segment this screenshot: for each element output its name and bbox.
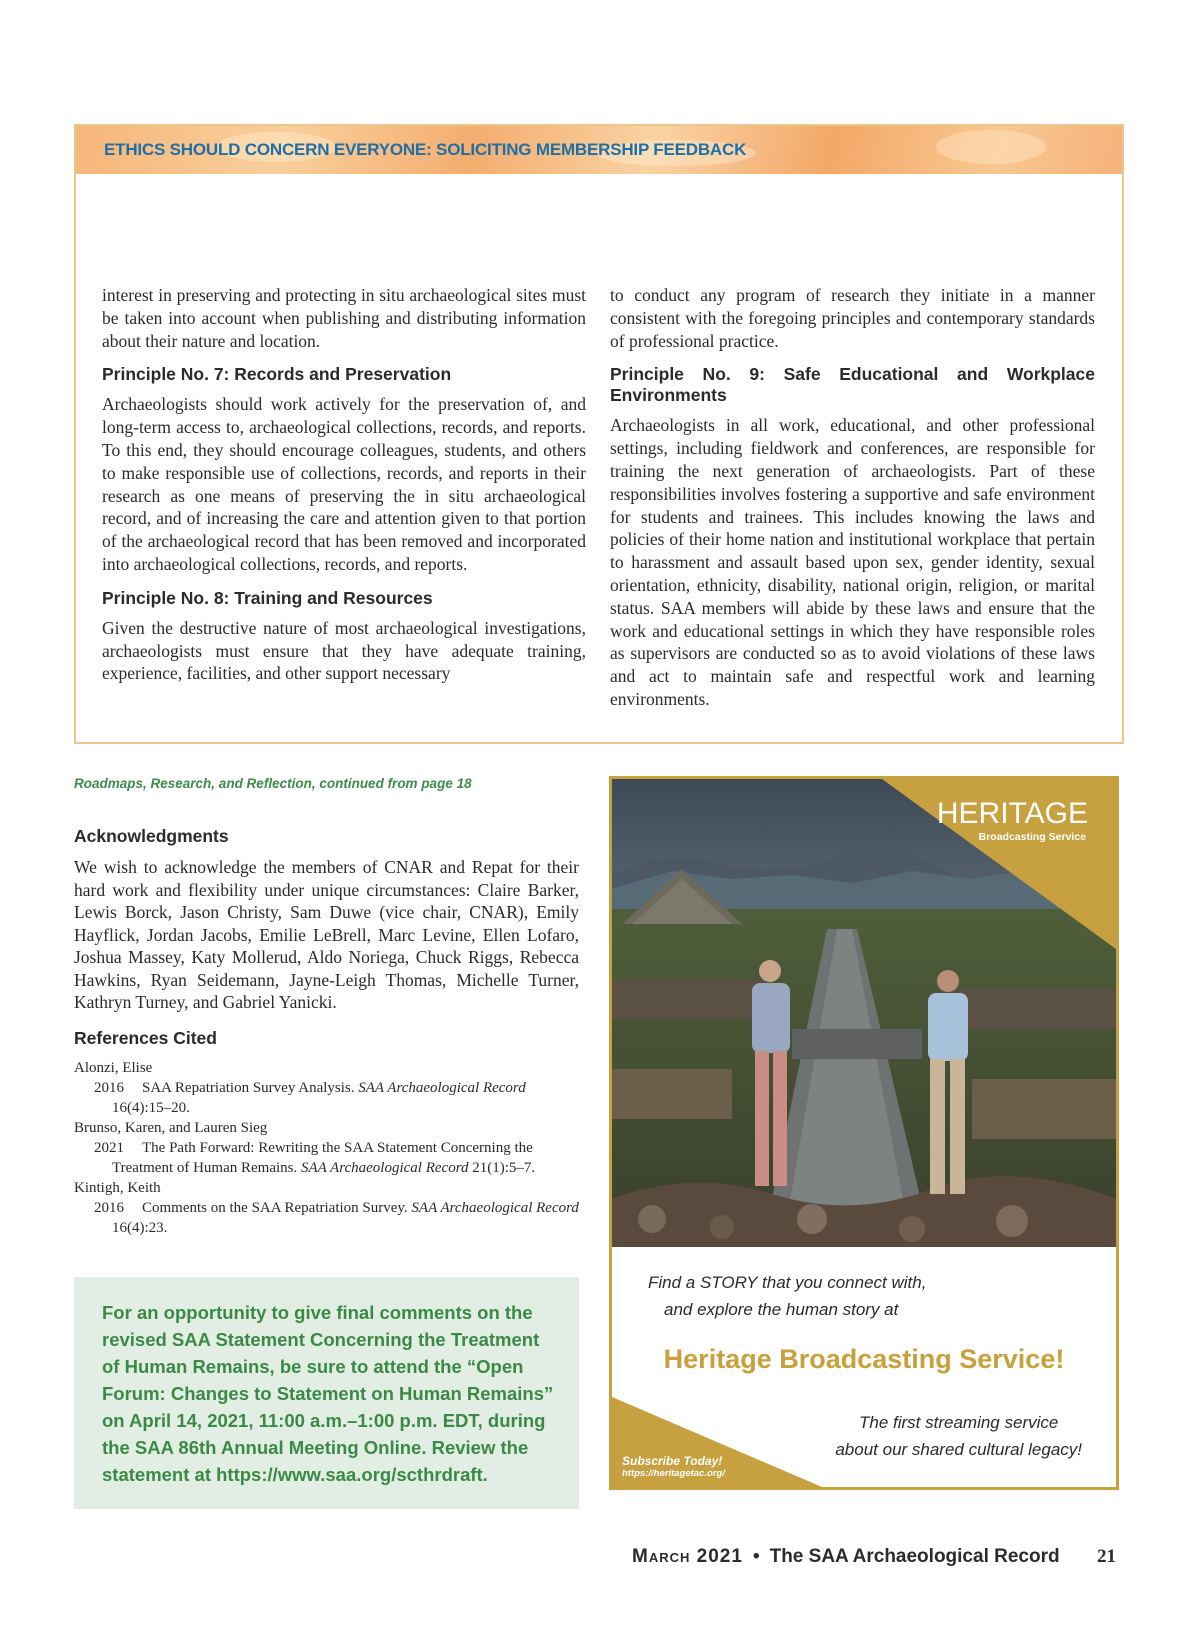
acknowledgments-heading: Acknowledgments (74, 826, 229, 846)
reference-journal: SAA Archaeological Record (358, 1080, 526, 1096)
page-number: 21 (1097, 1546, 1116, 1567)
heritage-logo-title: HERITAGE (936, 797, 1088, 830)
reference-entry (94, 1138, 579, 1178)
ad-tagline-line: and explore the human story at (664, 1300, 899, 1319)
reference-author: Alonzi, Elise (74, 1060, 153, 1076)
ad-brand-name: Heritage Broadcasting Service! (663, 1344, 1065, 1374)
reference-entry (94, 1078, 579, 1118)
acknowledgments-text: We wish to acknowledge the members of CNAR and Repat for their hard work and flexibility under unique circumstances: Claire Barker, Lewis Borck, Jason Christy, Sam Duwe (vice chair, CNAR), Emily Hayflick, Jordan Jacobs, Emilie LeBrell, Marc Levine, Ellen Lofaro, Joshua Massey, Katy Mollerud, Aldo Noriega, Chuck Riggs, Rebecca Hawkins, Ryan Seidemann, Jayne-Leigh Thomas, Michelle Turner, Kathryn Turney, and Gabriel Yanicki. (74, 857, 579, 1012)
open-forum-callout (74, 1277, 579, 1509)
reference-author: Brunso, Karen, and Lauren Sieg (74, 1120, 268, 1136)
reference-entry (94, 1198, 579, 1238)
principle-8-text: Given the destructive nature of most archaeological investigations, archaeologists must ensure that they have adequate training, experience, facilities, and other support necessary (102, 617, 586, 684)
reference-year: 2016 (94, 1080, 124, 1096)
open-forum-text: For an opportunity to give final comments on the revised SAA Statement Concerning the Treatment of Human Remains, be sure to attend the “Open Forum: Changes to Statement on Human Remains” on April 14, 2021, 11:00 a.m.–1:00 p.m. EDT, during the SAA 86th Annual Meeting Online. Review the statement at https://www.saa.org/scthrdraft. (102, 1302, 554, 1485)
ad-tagline-line: Find a STORY that you connect with, (648, 1273, 927, 1292)
references-list (74, 1058, 579, 1238)
ad-tagline-line: about our shared cultural legacy! (835, 1440, 1082, 1459)
reference-citation: 16(4):23. (112, 1220, 168, 1236)
right-intro-paragraph: to conduct any program of research they initiate in a manner consistent with the foregoing principles and contemporary standards of professional practice. (610, 285, 1095, 351)
reference-item (74, 1118, 579, 1178)
heritage-logo-subtitle: Broadcasting Service (978, 831, 1086, 843)
reference-title: The Path Forward: Rewriting the SAA Statement Concerning the Treatment of Human Remains. (112, 1140, 533, 1176)
reference-item (74, 1058, 579, 1118)
ethics-right-column (610, 284, 1095, 711)
footer-publication: The SAA Archaeological Record (769, 1546, 1060, 1567)
principle-7-text: Archaeologists should work actively for the preservation of, and long-term access to, archaeological collections, records, and reports. To this end, they should encourage colleagues, students, and others to make responsible use of collections, records, and reports in their research as one means of preserving the in situ archaeological record, and of increasing the care and attention given to that portion of the archaeological record that has been removed and incorporated into archaeological collections, records, and reports. (102, 394, 586, 574)
reference-year: 2016 (94, 1200, 124, 1216)
reference-citation: 21(1):5–7. (472, 1160, 536, 1176)
ad-tagline-top (648, 1269, 926, 1323)
continued-from-note: Roadmaps, Research, and Reflection, continued from page 18 (74, 776, 472, 791)
heritage-url-link[interactable]: https://heritagetac.org/ (622, 1468, 725, 1479)
reference-title: Comments on the SAA Repatriation Survey. (142, 1200, 408, 1216)
page-footer (632, 1546, 1060, 1568)
reference-author: Kintigh, Keith (74, 1180, 161, 1196)
reference-item (74, 1178, 579, 1238)
principle-9-heading: Principle No. 9: Safe Educational and Workplace Environments (610, 364, 1095, 406)
ethics-left-column (102, 284, 586, 685)
footer-issue-date: March 2021 (632, 1546, 743, 1567)
footer-separator: • (752, 1546, 760, 1567)
ethics-header-title: ETHICS SHOULD CONCERN EVERYONE: SOLICITING MEMBERSHIP FEEDBACK (104, 140, 747, 159)
reference-year: 2021 (94, 1140, 124, 1156)
subscribe-link[interactable]: Subscribe Today! (622, 1454, 723, 1468)
left-intro-paragraph: interest in preserving and protecting in situ archaeological sites must be taken into account when publishing and distributing information about their nature and location. (102, 285, 586, 351)
reference-journal: SAA Archaeological Record (301, 1160, 469, 1176)
references-heading: References Cited (74, 1028, 217, 1048)
ethics-header-banner (76, 126, 1122, 174)
reference-citation: 16(4):15–20. (112, 1100, 190, 1116)
principle-7-heading: Principle No. 7: Records and Preservation (102, 364, 452, 385)
principle-8-heading: Principle No. 8: Training and Resources (102, 587, 433, 608)
reference-title: SAA Repatriation Survey Analysis. (142, 1080, 355, 1096)
heritage-advertisement[interactable] (609, 776, 1119, 1490)
principle-9-text: Archaeologists in all work, educational, and other professional settings, including fieldwork and conferences, are responsible for training the next generation of archaeologists. Part of these responsibilities involves fostering a supportive and safe environment for students and trainees. This includes knowing the laws and policies of their home nation and institutional workplace that pertain to harassment and assault based upon sex, gender identity, sexual orientation, ethnicity, disability, national origin, religion, or marital status. SAA members will abide by these laws and ensure that the work and educational settings in which they have responsible roles as supervisors are conducted so as to avoid violations of these laws and act to maintain safe and respectful work and learning environments. (610, 415, 1095, 709)
reference-journal: SAA Archaeological Record (411, 1200, 579, 1216)
ad-tagline-line: The first streaming service (859, 1413, 1059, 1432)
